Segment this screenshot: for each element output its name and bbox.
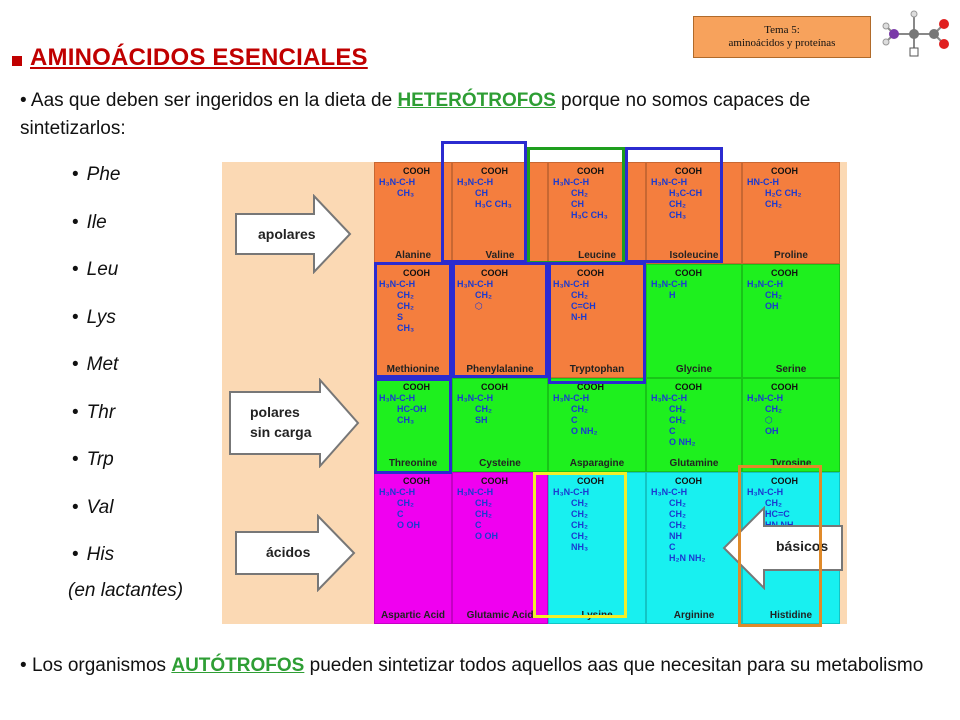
formula-line: H₃N-C-H: [457, 177, 494, 187]
formula-line: H₃N-C-H: [379, 487, 416, 497]
formula-line: H₃C-CH: [669, 188, 703, 198]
formula-line: H₃N-C-H: [651, 487, 688, 497]
formula-line: S: [397, 312, 404, 322]
side-chain-formula: [457, 279, 493, 312]
cooh-label: COOH: [771, 166, 798, 176]
essential-aa-list: [72, 163, 120, 591]
formula-line: O NH₂: [669, 437, 696, 447]
formula-line: H₃C CH₃: [475, 199, 512, 209]
formula-line: C: [669, 426, 676, 436]
aa-cell-isoleucine: [646, 162, 742, 264]
cooh-label: COOH: [771, 476, 798, 486]
side-chain-formula: [457, 177, 512, 210]
title-bullet: [12, 56, 22, 66]
list-item: • His: [72, 543, 120, 591]
formula-line: H₃N-C-H: [457, 487, 494, 497]
formula-line: CH₂: [475, 498, 492, 508]
cooh-label: COOH: [481, 476, 508, 486]
aa-cell-glutamic-acid: [452, 472, 548, 624]
formula-line: H₃N-C-H: [379, 279, 416, 289]
formula-line: CH₂: [571, 188, 588, 198]
formula-line: CH₂: [475, 290, 492, 300]
basic-label: básicos: [776, 538, 829, 554]
aa-name: Aspartic Acid: [380, 610, 446, 621]
formula-line: CH₂: [669, 415, 686, 425]
cooh-label: COOH: [577, 268, 604, 278]
aa-name: Alanine: [394, 250, 432, 261]
formula-line: CH₂: [571, 498, 588, 508]
side-chain-formula: [651, 177, 702, 221]
tema-badge: [693, 16, 871, 58]
formula-line: O OH: [475, 531, 499, 541]
his-lactantes-note: (en lactantes): [68, 580, 184, 601]
formula-line: H₃N-C-H: [651, 393, 688, 403]
formula-line: SH: [475, 415, 488, 425]
side-chain-formula: [651, 487, 706, 564]
side-chain-formula: [651, 393, 696, 448]
formula-line: CH₂: [571, 509, 588, 519]
formula-line: CH₂: [669, 520, 686, 530]
outro-text-before: Los organismos: [31, 655, 172, 676]
side-chain-formula: [747, 177, 802, 210]
aa-name: Serine: [775, 364, 807, 375]
intro-text-after: porque no somos capaces de sintetizarlos:: [20, 90, 811, 139]
side-chain-formula: [747, 279, 783, 312]
intro-paragraph: • Aas que deben ser ingeridos en la dieta de HETERÓTROFOS porque no somos capaces de sintetizarlos:: [20, 90, 811, 139]
aa-cell-leucine: [548, 162, 646, 264]
cooh-label: COOH: [577, 476, 604, 486]
aa-cell-alanine: [374, 162, 452, 264]
formula-line: HN-C-H: [747, 177, 779, 187]
heterotrofos-keyword: HETERÓTROFOS: [397, 90, 556, 111]
aa-name: Glutamic Acid: [466, 610, 534, 621]
aa-name: Phenylalanine: [466, 364, 534, 375]
side-chain-formula: [553, 393, 598, 437]
formula-line: H₃N-C-H: [651, 279, 688, 289]
cooh-label: COOH: [577, 166, 604, 176]
formula-line: CH₂: [571, 520, 588, 530]
formula-line: CH₂: [669, 199, 686, 209]
formula-line: CH₂: [475, 404, 492, 414]
formula-line: H₂N NH₂: [669, 553, 706, 563]
formula-line: H₃N-C-H: [651, 177, 688, 187]
cooh-label: COOH: [481, 382, 508, 392]
formula-line: H₃N-C-H: [379, 177, 416, 187]
tema-badge-line2: aminoácidos y proteínas: [728, 37, 836, 49]
aa-name: Leucine: [578, 250, 616, 261]
aa-cell-lysine: [548, 472, 646, 624]
aa-name: Threonine: [388, 458, 438, 469]
cooh-label: COOH: [403, 268, 430, 278]
aa-cell-tyrosine: [742, 378, 840, 472]
aa-cell-methionine: [374, 264, 452, 378]
aa-cell-aspartic-acid: [374, 472, 452, 624]
amino-acid-chart: [222, 162, 847, 624]
formula-line: CH₃: [397, 323, 415, 333]
formula-line: CH₂: [765, 498, 782, 508]
aa-name: Isoleucine: [669, 250, 719, 261]
formula-line: H₃N-C-H: [747, 487, 784, 497]
side-chain-formula: [379, 487, 420, 531]
formula-line: CH₂: [765, 404, 782, 414]
formula-line: C=CH: [571, 301, 596, 311]
aa-name: Arginine: [673, 610, 715, 621]
formula-line: C: [475, 520, 482, 530]
formula-line: H₃N-C-H: [553, 393, 590, 403]
aa-cell-valine: [452, 162, 548, 264]
formula-line: NH₃: [571, 542, 589, 552]
outro-paragraph: • Los organismos AUTÓTROFOS pueden sintetizar todos aquellos aas que necesitan para su metabolismo: [20, 655, 924, 676]
tema-badge-line1: Tema 5:: [764, 24, 800, 36]
formula-line: OH: [765, 426, 779, 436]
acid-label: ácidos: [266, 544, 311, 560]
page-title: AMINOÁCIDOS ESENCIALES: [30, 44, 368, 71]
formula-line: CH₂: [765, 290, 782, 300]
list-item: • Phe: [72, 163, 120, 211]
formula-line: CH₂: [571, 531, 588, 541]
formula-line: HC=C: [765, 509, 790, 519]
cooh-label: COOH: [675, 382, 702, 392]
formula-line: CH: [571, 199, 584, 209]
aa-cell-tryptophan: [548, 264, 646, 378]
formula-line: CH₂: [669, 404, 686, 414]
formula-line: O NH₂: [571, 426, 598, 436]
side-chain-formula: [651, 279, 687, 301]
formula-line: H₃N-C-H: [747, 279, 784, 289]
formula-line: CH₃: [669, 210, 687, 220]
cooh-label: COOH: [481, 166, 508, 176]
apolar-label: apolares: [258, 226, 316, 242]
polar-label-line1: polares: [250, 404, 300, 420]
intro-text-before: Aas que deben ser ingeridos en la dieta de: [30, 90, 398, 111]
aa-name: Proline: [774, 250, 808, 261]
formula-line: H₃N-C-H: [457, 393, 494, 403]
formula-line: OH: [765, 301, 779, 311]
side-chain-formula: [457, 393, 493, 426]
list-item: • Trp: [72, 448, 120, 496]
aa-cell-proline: [742, 162, 840, 264]
list-item: • Lys: [72, 306, 120, 354]
formula-line: O OH: [397, 520, 421, 530]
formula-line: H₃N-C-H: [379, 393, 416, 403]
cooh-label: COOH: [675, 166, 702, 176]
side-chain-formula: [457, 487, 498, 542]
formula-line: CH: [475, 188, 488, 198]
list-item: • Thr: [72, 401, 120, 449]
formula-line: CH₃: [397, 188, 415, 198]
aa-cell-glycine: [646, 264, 742, 378]
formula-line: ⬡: [765, 415, 773, 425]
formula-line: CH₃: [397, 415, 415, 425]
formula-line: CH₂: [669, 509, 686, 519]
aa-cell-phenylalanine: [452, 264, 548, 378]
side-chain-formula: [553, 279, 596, 323]
formula-line: NH: [669, 531, 682, 541]
aa-cell-threonine: [374, 378, 452, 472]
aa-cell-glutamine: [646, 378, 742, 472]
aa-name: Tyrosine: [770, 458, 812, 469]
cooh-label: COOH: [771, 382, 798, 392]
cooh-label: COOH: [577, 382, 604, 392]
cooh-label: COOH: [675, 476, 702, 486]
list-item: • Leu: [72, 258, 120, 306]
aa-name: Tryptophan: [569, 364, 625, 375]
formula-line: CH₂: [765, 199, 782, 209]
aa-name: Histidine: [769, 610, 813, 621]
formula-line: C: [571, 415, 578, 425]
aa-name: Valine: [485, 250, 515, 261]
list-item: • Ile: [72, 211, 120, 259]
side-chain-formula: [553, 487, 589, 553]
formula-line: HC-OH: [397, 404, 427, 414]
side-chain-formula: [379, 393, 427, 426]
aa-name: Glycine: [675, 364, 713, 375]
side-chain-formula: [379, 177, 415, 199]
aa-name: Asparagine: [569, 458, 625, 469]
formula-line: CH₂: [669, 498, 686, 508]
formula-line: CH₂: [571, 290, 588, 300]
formula-line: CH₂: [571, 404, 588, 414]
autotrofos-keyword: AUTÓTROFOS: [171, 655, 305, 676]
formula-line: H: [669, 290, 676, 300]
cooh-label: COOH: [771, 268, 798, 278]
formula-line: H₂C CH₂: [765, 188, 802, 198]
formula-line: H₃C CH₃: [571, 210, 608, 220]
formula-line: H₃N-C-H: [747, 393, 784, 403]
formula-line: CH₂: [397, 290, 414, 300]
formula-line: H₃N-C-H: [553, 279, 590, 289]
cooh-label: COOH: [481, 268, 508, 278]
formula-line: CH₂: [397, 301, 414, 311]
side-chain-formula: [553, 177, 608, 221]
cooh-label: COOH: [675, 268, 702, 278]
aa-cell-serine: [742, 264, 840, 378]
side-chain-formula: [747, 393, 783, 437]
aa-name: Glutamine: [669, 458, 719, 469]
cooh-label: COOH: [403, 382, 430, 392]
formula-line: H₃N-C-H: [553, 177, 590, 187]
aa-cell-cysteine: [452, 378, 548, 472]
aa-name: Lysine: [581, 610, 613, 621]
aa-name: Cysteine: [479, 458, 521, 469]
cooh-label: COOH: [403, 476, 430, 486]
side-chain-formula: [379, 279, 415, 334]
formula-line: CH₂: [475, 509, 492, 519]
formula-line: CH₂: [397, 498, 414, 508]
list-item: • Val: [72, 496, 120, 544]
amino-acid-molecule-icon: [880, 4, 952, 60]
formula-line: H₃N-C-H: [457, 279, 494, 289]
cooh-label: COOH: [403, 166, 430, 176]
polar-label-line2: sin carga: [250, 424, 312, 440]
aa-cell-asparagine: [548, 378, 646, 472]
formula-line: C: [669, 542, 676, 552]
outro-text-after: pueden sintetizar todos aquellos aas que necesitan para su metabolismo: [304, 655, 924, 676]
formula-line: H₃N-C-H: [553, 487, 590, 497]
list-item: • Met: [72, 353, 120, 401]
formula-line: ⬡: [475, 301, 483, 311]
formula-line: N-H: [571, 312, 587, 322]
aa-name: Methionine: [386, 364, 440, 375]
formula-line: C: [397, 509, 404, 519]
